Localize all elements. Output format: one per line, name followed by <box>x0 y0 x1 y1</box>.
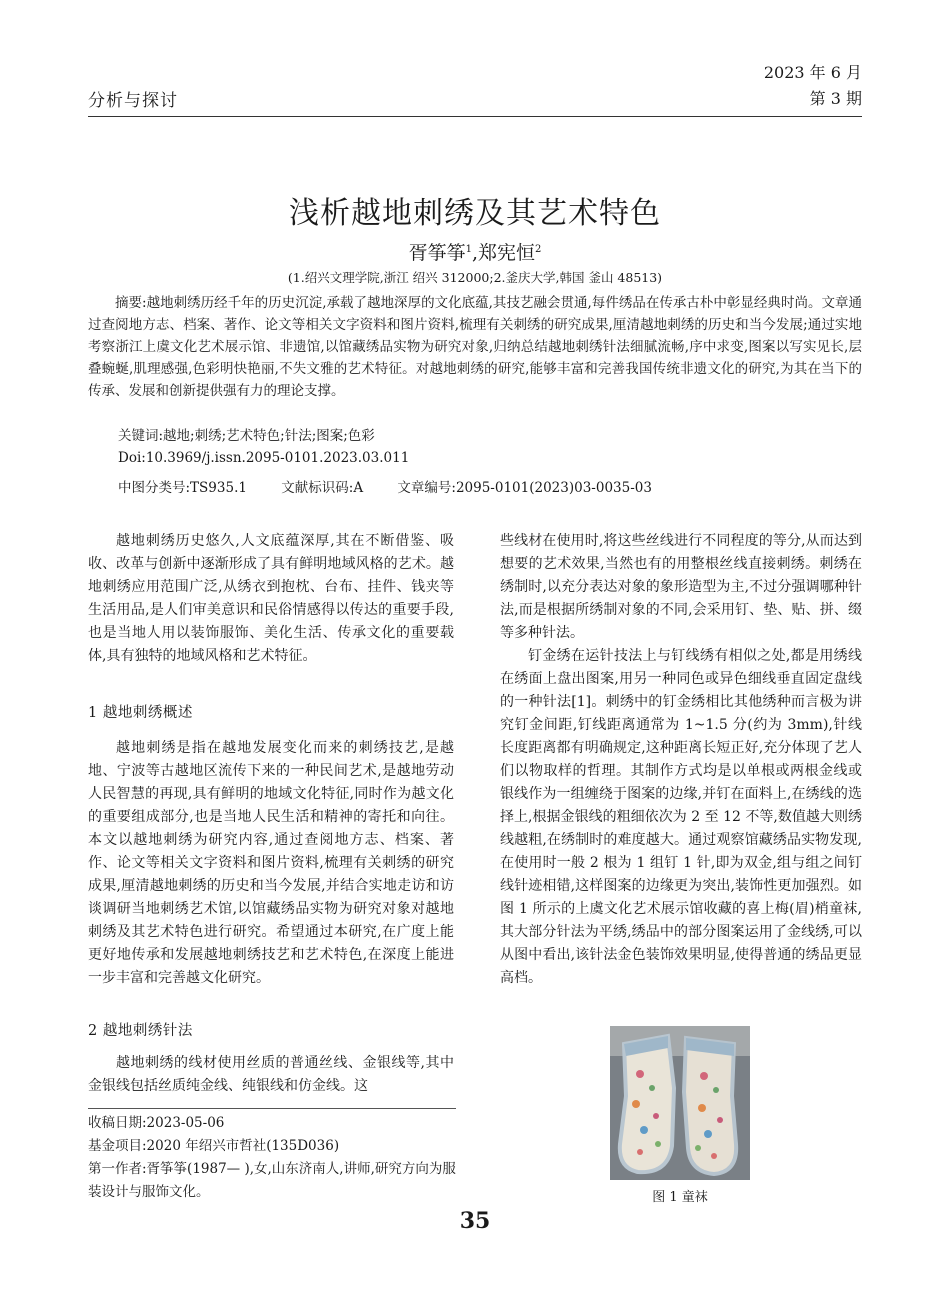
journal-section-label: 分析与探讨 <box>88 91 178 111</box>
footnote <box>88 1112 458 1204</box>
author-affiliation-mark: 1 <box>465 244 472 255</box>
body-paragraph: 越地刺绣的线材使用丝质的普通丝线、金银线等,其中金银线包括丝质纯金线、纯银线和仿金线。这 <box>88 1055 454 1094</box>
author-line <box>0 238 950 265</box>
header-rule <box>88 116 862 117</box>
affiliation: (1.绍兴文理学院,浙江 绍兴 312000;2.釜庆大学,韩国 釜山 48513) <box>287 270 663 285</box>
keywords: 关键词:越地;刺绣;艺术特色;针法;图案;色彩 <box>118 428 375 444</box>
fund-project: 基金项目:2020 年绍兴市哲社(135D036) <box>88 1138 340 1154</box>
body-paragraph: 越地刺绣是指在越地发展变化而来的刺绣技艺,是越地、宁波等古越地区流传下来的一种民间艺术,是越地劳动人民智慧的再现,具有鲜明的地域文化特征,同时作为越文化的重要组成部分,也是当地人民生活和精神的寄托和向往。本文以越地刺绣为研究内容,通过查阅地方志、档案、著作、论文等相关文字资料和图片资料,梳理有关刺绣的研究成果,厘清越地刺绣的历史和当今发展,并结合实地走访和访谈调研当地刺绣艺术馆,以馆藏绣品实物为研究对象对越地刺绣及其艺术特色进行研究。希望通过本研究,在广度上能更好地传承和发展越地刺绣技艺和艺术特色,在深度上能进一步丰富和完善越文化研究。 <box>88 740 454 986</box>
socks-illustration <box>610 1026 750 1180</box>
first-author-info: 第一作者:胥筝筝(1987— ),女,山东济南人,讲师,研究方向为服装设计与服饰文化。 <box>88 1161 456 1200</box>
issue-info <box>764 60 862 112</box>
left-column <box>88 530 454 668</box>
figure-caption: 图 1 童袜 <box>652 1190 708 1205</box>
author-separator: , <box>471 242 479 264</box>
article-title: 浅析越地刺绣及其艺术特色 <box>289 196 661 231</box>
author-name: 胥筝筝 <box>408 242 466 264</box>
author-affiliation-mark: 2 <box>535 244 542 255</box>
received-date: 收稿日期:2023-05-06 <box>88 1115 225 1131</box>
section-2-body <box>88 1052 454 1098</box>
section-heading-1: 1 越地刺绣概述 <box>88 705 193 721</box>
footnote-rule <box>88 1108 456 1109</box>
intro-paragraph: 越地刺绣历史悠久,人文底蕴深厚,其在不断借鉴、吸收、改革与创新中逐渐形成了具有鲜明地域风格的艺术。越地刺绣应用范围广泛,从绣衣到抱枕、台布、挂件、钱夹等生活用品,是人们审美意识和民俗情感得以传达的重要手段,也是当地人用以装饰服饰、美化生活、传承文化的重要载体,具有独特的地域风格和艺术特征。 <box>88 533 454 664</box>
issue-number: 第 3 期 <box>809 89 862 108</box>
author-name: 郑宪恒 <box>478 242 536 264</box>
body-paragraph: 些线材在使用时,将这些丝线进行不同程度的等分,从而达到想要的艺术效果,当然也有的用整根丝线直接刺绣。刺绣在绣制时,以充分表达对象的象形造型为主,不过分强调哪种针法,而是根据所绣制对象的不同,会采用钉、垫、贴、拼、缀等多种针法。 <box>500 533 862 641</box>
section-1-body <box>88 737 454 990</box>
page-number: 35 <box>459 1208 491 1234</box>
section-heading-2: 2 越地刺绣针法 <box>88 1023 193 1039</box>
abstract: 摘要:越地刺绣历经千年的历史沉淀,承载了越地深厚的文化底蕴,其技艺融会贯通,每件绣品在传承古朴中彰显经典时尚。文章通过查阅地方志、档案、著作、论文等相关文字资料和图片资料,梳理有关刺绣的研究成果,厘清越地刺绣的历史和当今发展;通过实地考察浙江上虞文化艺术展示馆、非遗馆,以馆藏绣品实物为研究对象,归纳总结越地刺绣针法细腻流畅,序中求变,图案以写实见长,层叠蜿蜒,肌理感强,色彩明快艳丽,不失文雅的艺术特征。对越地刺绣的研究,能够丰富和完善我国传统非遗文化的研究,为其在当下的传承、发展和创新提供强有力的理论支撑。 <box>88 295 862 399</box>
issue-date: 2023 年 6 月 <box>763 63 862 82</box>
right-column <box>500 530 862 990</box>
figure-children-socks-photo <box>610 1026 750 1180</box>
classification-line: 中图分类号:TS935.1 文献标识码:A 文章编号:2095-0101(2023)03-0035-03 <box>118 480 652 496</box>
doi: Doi:10.3969/j.issn.2095-0101.2023.03.011 <box>118 450 410 466</box>
body-paragraph: 钉金绣在运针技法上与钉线绣有相似之处,都是用绣线在绣面上盘出图案,用另一种同色或异色细线垂直固定盘线的一种针法[1]。刺绣中的钉金绣相比其他绣种而言极为讲究钉金间距,钉线距离通常为 1~1.5 分(约为 3mm),针线长度距离都有明确规定,这种距离长短正好,充分体现了艺人们以物取样的哲理。其制作方式均是以单根或两根金线或银线作为一组缠绕于图案的边缘,并钉在面料上,在绣线的选择上,根据金银线的粗细依次为 2 至 12 不等,数值越大则绣线越粗,在绣制时的难度越大。通过观察馆藏绣品实物发现,在使用时一般 2 根为 1 组钉 1 针,即为双金,组与组之间钉线针迹相错,这样图案的边缘更为突出,装饰性更加强烈。如图 1 所示的上虞文化艺术展示馆收藏的喜上梅(眉)梢童袜,其大部分针法为平绣,绣品中的部分图案运用了金线绣,可以从图中看出,该针法金色装饰效果明显,使得普通的绣品更显高档。 <box>500 648 862 986</box>
